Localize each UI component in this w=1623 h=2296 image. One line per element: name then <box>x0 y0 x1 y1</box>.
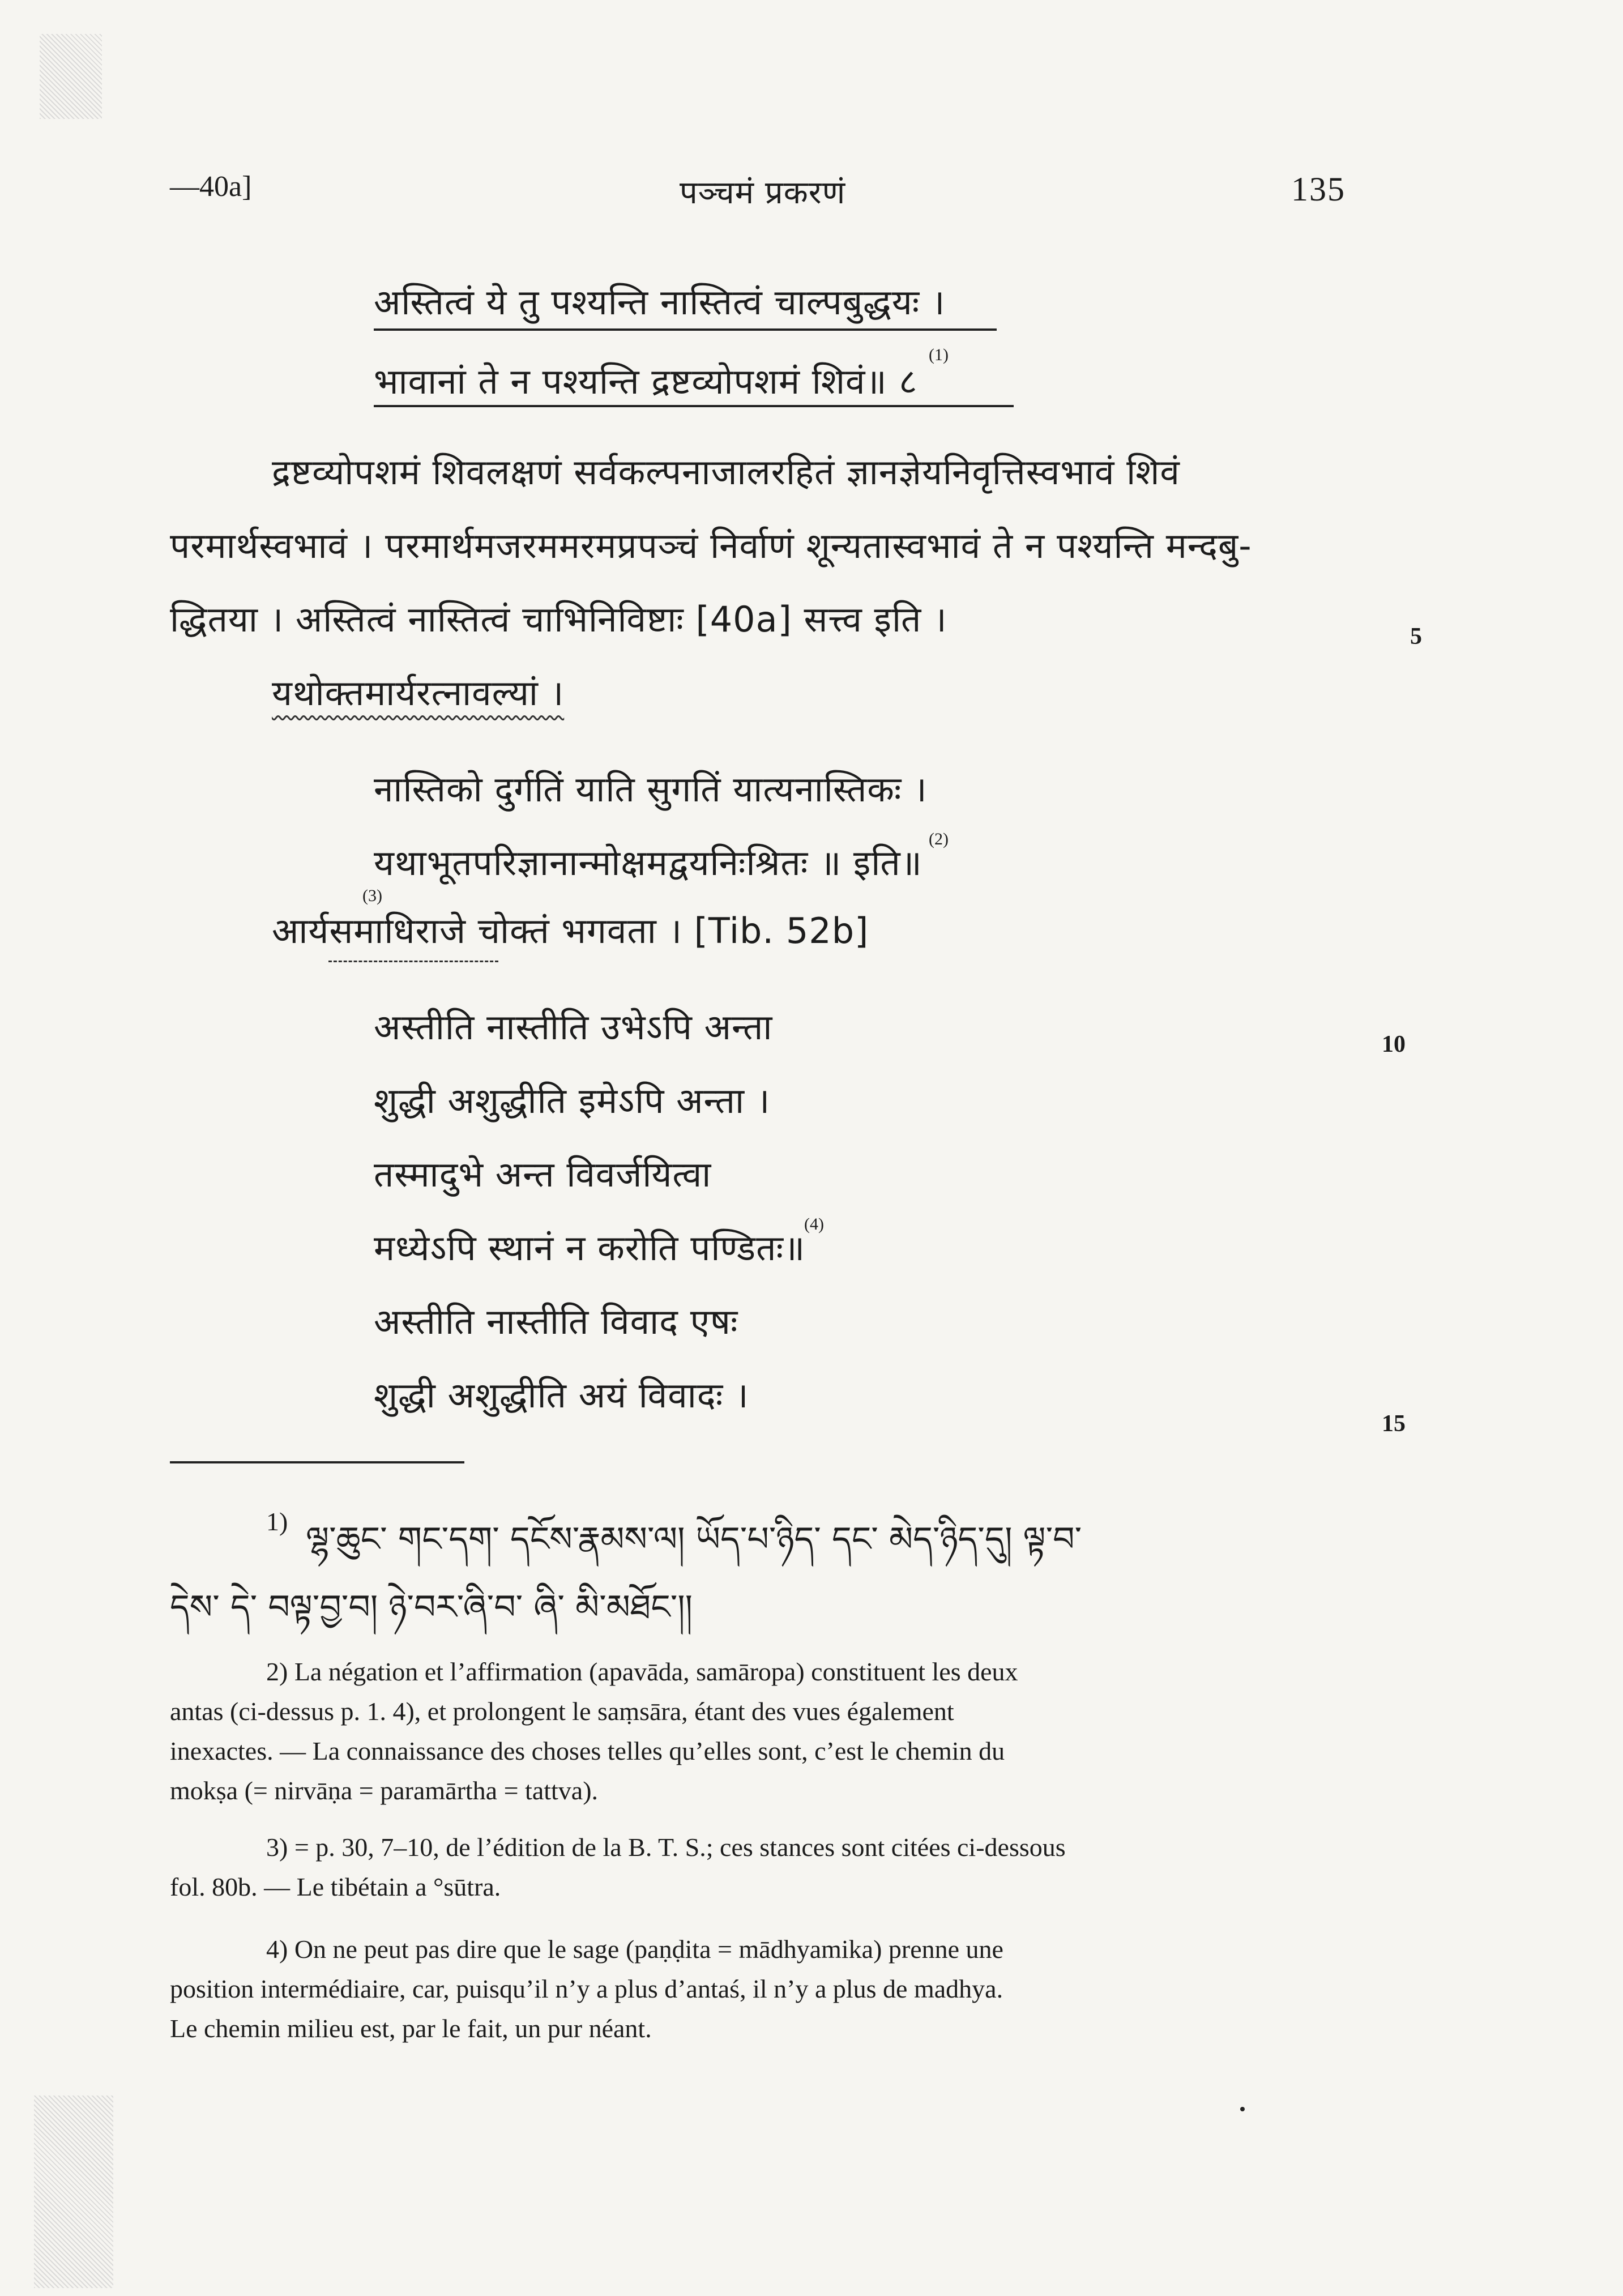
footnote3-line1: 3) = p. 30, 7–10, de l’édition de la B. T. S.; ces stances sont citées ci-dessous <box>266 1833 1066 1862</box>
citation2-footnote-mark: (3) <box>362 886 382 905</box>
footnote1-tibetan-line1: ལྷ་ཆུང་ གང་དག་ དངོས་རྣམས་ལ། ཡོད་པ་ཉིད་ དང་ མེད་ཉིད་དུ། ལྟ་བ་ <box>306 1520 1082 1559</box>
line-number-10: 10 <box>1382 1031 1406 1057</box>
verse3-line5: अस्तीति नास्तीति विवाद एषः <box>374 1301 738 1342</box>
commentary-line1: द्रष्टव्योपशमं शिवलक्षणं सर्वकल्पनाजालरहितं ज्ञानज्ञेयनिवृत्तिस्वभावं शिवं <box>272 451 1180 493</box>
footnote1-label: 1) <box>266 1507 288 1536</box>
footnote4-line1: 4) On ne peut pas dire que le sage (paṇḍita = mādhyamika) prenne une <box>266 1935 1003 1964</box>
footnote1-tibetan-line2: དེས་ དེ་ བལྟ་བྱ་བ། ཉེ་བར་ཞི་བ་ ཞི་ མི་མཐོང་།། <box>170 1587 693 1627</box>
line-number-15: 15 <box>1382 1411 1406 1437</box>
header-chapter-title: पञ्चमं प्रकरणं <box>680 174 846 211</box>
footnote2-line2: antas (ci-dessus p. 1. 4), et prolongent le saṃsāra, étant des vues également <box>170 1697 954 1726</box>
footnote4-line3: Le chemin milieu est, par le fait, un pur néant. <box>170 2014 652 2043</box>
page-number: 135 <box>1291 170 1346 208</box>
footnote3-line2: fol. 80b. — Le tibétain a °sūtra. <box>170 1872 501 1901</box>
verse3-line2: शुद्धी अशुद्धीति इमेऽपि अन्ता । <box>374 1080 771 1121</box>
citation-samadhiraja: आर्यसमाधिराजे चोक्तं भगवता । [Tib. 52b] <box>272 910 869 951</box>
verse2-line1: नास्तिको दुर्गतिं याति सुगतिं यात्यनास्तिकः । <box>374 769 928 810</box>
footnote2-line4: mokṣa (= nirvāṇa = paramārtha = tattva). <box>170 1776 599 1805</box>
verse2-footnote-mark: (2) <box>929 830 949 848</box>
footnote2-line1: 2) La négation et l’affirmation (apavāda, samāropa) constituent les deux <box>266 1657 1018 1686</box>
citation-ratnavali: यथोक्तमार्यरत्नावल्यां । <box>272 672 565 714</box>
verse3-line4: मध्येऽपि स्थानं न करोति पण्डितः॥ <box>374 1227 806 1269</box>
commentary-line2: परमार्थस्वभावं । परमार्थमजरममरमप्रपञ्चं निर्वाणं शून्यतास्वभावं ते न पश्यन्ति मन्दबु- <box>170 525 1252 566</box>
header-folio-ref: —40a] <box>170 170 252 203</box>
footnote-separator <box>170 1461 464 1463</box>
verse3-footnote-mark: (4) <box>804 1215 824 1234</box>
ink-dot <box>1240 2107 1245 2111</box>
verse2-line2: यथाभूतपरिज्ञानान्मोक्षमद्वयनिःश्रितः ॥ इति॥ <box>374 842 922 884</box>
footnote2-line3: inexactes. — La connaissance des choses telles qu’elles sont, c’est le chemin du <box>170 1736 1005 1765</box>
scan-shading-bottom <box>34 2096 113 2288</box>
verse3-line1: अस्तीति नास्तीति उभेऽपि अन्ता <box>374 1006 773 1048</box>
verse3-line3: तस्मादुभे अन्त विवर्जयित्वा <box>374 1154 712 1195</box>
verse1-line2: भावानां ते न पश्यन्ति द्रष्टव्योपशमं शिवं॥ ८ <box>374 361 918 402</box>
verse1-underline-1 <box>374 328 997 331</box>
verse3-line6: शुद्धी अशुद्धीति अयं विवादः । <box>374 1375 749 1416</box>
verse1-line1: अस्तित्वं ये तु पश्यन्ति नास्तित्वं चाल्पबुद्धयः । <box>374 281 946 323</box>
verse1-underline-2 <box>374 405 1014 407</box>
scan-shading-top <box>40 34 102 119</box>
verse1-footnote-mark: (1) <box>929 345 949 364</box>
commentary-line3: द्धितया । अस्तित्वं नास्तित्वं चाभिनिविष्टाः [40a] सत्त्व इति । <box>170 599 947 640</box>
line-number-5: 5 <box>1410 624 1422 650</box>
citation2-wavy-underline <box>328 951 498 962</box>
footnote4-line2: position intermédiaire, car, puisqu’il n’y a plus d’antaś, il n’y a plus de madhya. <box>170 1974 1003 2003</box>
